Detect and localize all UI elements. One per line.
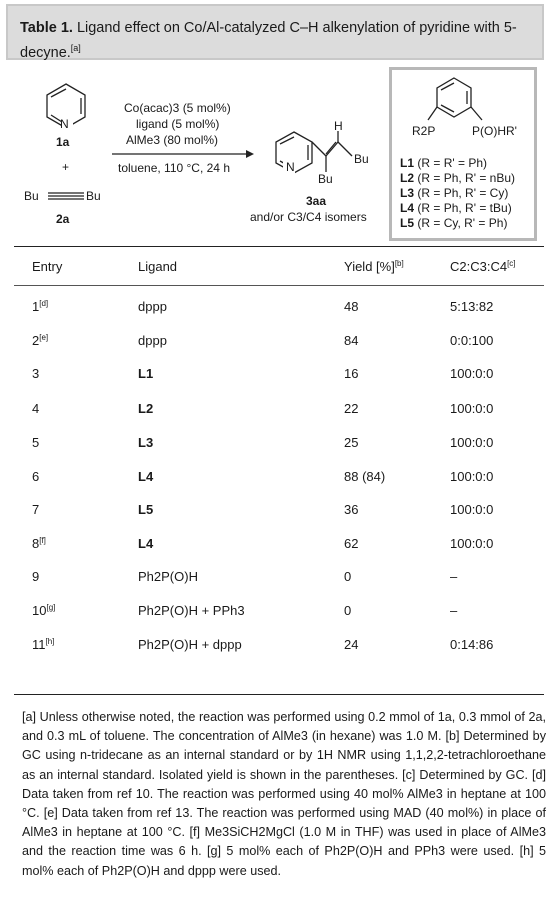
table-header-rule bbox=[14, 285, 544, 286]
ligand-l5-id: L5 bbox=[400, 216, 415, 230]
condition-almes: AlMe3 (80 mol%) bbox=[126, 133, 219, 147]
cell-ligand: dppp bbox=[138, 333, 167, 348]
cell-ligand: L4 bbox=[138, 536, 154, 551]
ligand-l1-desc: (R = R' = Ph) bbox=[417, 156, 488, 170]
ligand-l2-desc: (R = Ph, R' = nBu) bbox=[417, 171, 516, 185]
alkyne-left-group: Bu bbox=[24, 189, 39, 203]
cell-yield: 22 bbox=[344, 401, 359, 416]
table-row bbox=[0, 536, 554, 558]
cell-ratio: 0:0:100 bbox=[450, 333, 494, 348]
cell-yield: 62 bbox=[344, 536, 359, 551]
table-row bbox=[0, 401, 554, 423]
table-row bbox=[0, 569, 554, 591]
pyridine-n-label: N bbox=[60, 117, 69, 131]
cell-entry: 8[f] bbox=[32, 536, 46, 551]
ligand-po-label: P(O)HR' bbox=[472, 124, 517, 138]
header-ratio: C2:C3:C4[c] bbox=[450, 259, 516, 274]
cell-ligand: L4 bbox=[138, 469, 154, 484]
cell-yield: 88 (84) bbox=[344, 469, 386, 484]
ligand-l2-id: L2 bbox=[400, 171, 415, 185]
table-row bbox=[0, 637, 554, 659]
table-row bbox=[0, 502, 554, 524]
table-title-box bbox=[6, 4, 544, 60]
cell-entry: 6 bbox=[32, 469, 40, 484]
ligand-l5-desc: (R = Cy, R' = Ph) bbox=[417, 216, 508, 230]
alkyne-right-group: Bu bbox=[86, 189, 101, 203]
ligand-l2-line bbox=[400, 171, 515, 185]
table-title-text: Ligand effect on Co/Al-catalyzed C–H alkenylation of pyridine with 5-decyne. bbox=[20, 20, 517, 61]
header-yield: Yield [%][b] bbox=[344, 259, 404, 274]
table-row bbox=[0, 469, 554, 491]
ligand-l1-id: L1 bbox=[400, 156, 415, 170]
cell-entry: 4 bbox=[32, 401, 40, 416]
product-bu-right: Bu bbox=[354, 152, 369, 166]
condition-ligand: ligand (5 mol%) bbox=[136, 117, 220, 131]
cell-ratio: – bbox=[450, 569, 458, 584]
reactant-1a-label: 1a bbox=[56, 135, 70, 149]
product-bu-down: Bu bbox=[318, 172, 333, 186]
cell-yield: 84 bbox=[344, 333, 359, 348]
cell-ligand: Ph2P(O)H + PPh3 bbox=[138, 603, 245, 618]
cell-entry: 11[h] bbox=[32, 637, 55, 652]
cell-yield: 24 bbox=[344, 637, 359, 652]
cell-entry: 10[g] bbox=[32, 603, 56, 618]
ligand-l3-line bbox=[400, 186, 508, 200]
table-title bbox=[20, 18, 540, 63]
ligand-r2p-label: R2P bbox=[412, 124, 436, 138]
condition-solvent: toluene, 110 °C, 24 h bbox=[118, 161, 230, 175]
cell-ligand: dppp bbox=[138, 299, 167, 314]
ligand-l3-id: L3 bbox=[400, 186, 415, 200]
cell-yield: 0 bbox=[344, 569, 352, 584]
table-footnotes: [a] Unless otherwise noted, the reaction was performed using 0.2 mmol of 1a, 0.3 mmol of 2a, and 0.3 mL of toluene. The concentration of AlMe3 (in hexane) was 1.0 M. [b] Determined by GC using n-tridecane as an internal standard or by 1H NMR using 1,1,2,2-tetrachloroethane as an internal standard. Isolated yield is shown in the parentheses. [c] Determined by GC. [d] Data taken from ref 10. The reaction was performed using 40 mol% AlMe3 in heptane at 100 °C. [e] Data taken from ref 13. The reaction was performed using MAD (40 mol%) in place of AlMe3 in heptane at 100 °C. [f] Me3SiCH2MgCl (1.0 M in THF) was used in place of AlMe3 and the reaction time was 6 h. [g] 5 mol% each of Ph2P(O)H and PPh3 were used. [h] 5 mol% each of Ph2P(O)H and dppp were used. bbox=[22, 710, 546, 878]
condition-catalyst: Co(acac)3 (5 mol%) bbox=[124, 101, 231, 115]
reaction-arrow bbox=[112, 150, 254, 158]
table-row bbox=[0, 603, 554, 625]
cell-entry: 7 bbox=[32, 502, 40, 517]
cell-ratio: 100:0:0 bbox=[450, 536, 494, 551]
ligand-l4-line bbox=[400, 201, 512, 215]
cell-entry: 3 bbox=[32, 366, 40, 381]
cell-yield: 36 bbox=[344, 502, 359, 517]
table-title-note: [a] bbox=[70, 43, 81, 53]
table-row bbox=[0, 366, 554, 388]
ligand-l1-line bbox=[400, 156, 487, 170]
table-bottom-rule bbox=[14, 694, 544, 695]
ligand-l5-line bbox=[400, 216, 507, 230]
cell-ratio: 100:0:0 bbox=[450, 469, 494, 484]
cell-ligand: L3 bbox=[138, 435, 154, 450]
reactant-2a-label: 2a bbox=[56, 212, 70, 226]
cell-ligand: L1 bbox=[138, 366, 154, 381]
cell-ligand: Ph2P(O)H bbox=[138, 569, 198, 584]
cell-yield: 0 bbox=[344, 603, 352, 618]
table-row bbox=[0, 333, 554, 355]
cell-entry: 5 bbox=[32, 435, 40, 450]
header-ligand: Ligand bbox=[138, 259, 178, 274]
cell-ratio: 5:13:82 bbox=[450, 299, 494, 314]
cell-yield: 25 bbox=[344, 435, 359, 450]
cell-ligand: L5 bbox=[138, 502, 154, 517]
product-h-label: H bbox=[334, 119, 343, 133]
cell-ligand: Ph2P(O)H + dppp bbox=[138, 637, 242, 652]
cell-entry: 9 bbox=[32, 569, 40, 584]
cell-ratio: 100:0:0 bbox=[450, 435, 494, 450]
table-row bbox=[0, 435, 554, 457]
ligand-structure-box bbox=[389, 67, 537, 241]
cell-entry: 2[e] bbox=[32, 333, 49, 348]
table-title-label: Table 1. bbox=[20, 20, 73, 36]
cell-ratio: 100:0:0 bbox=[450, 366, 494, 381]
cell-ratio: – bbox=[450, 603, 458, 618]
product-n-label: N bbox=[286, 160, 295, 174]
cell-entry: 1[d] bbox=[32, 299, 49, 314]
cell-ligand: L2 bbox=[138, 401, 154, 416]
product-3aa-label: 3aa bbox=[306, 194, 327, 208]
table-row bbox=[0, 299, 554, 321]
table-top-rule bbox=[14, 246, 544, 247]
cell-yield: 48 bbox=[344, 299, 359, 314]
product-isomer-note: and/or C3/C4 isomers bbox=[250, 210, 367, 224]
cell-yield: 16 bbox=[344, 366, 359, 381]
alkyne-structure bbox=[48, 193, 84, 199]
ligand-l4-id: L4 bbox=[400, 201, 415, 215]
ligand-l3-desc: (R = Ph, R' = Cy) bbox=[417, 186, 509, 200]
ligand-l4-desc: (R = Ph, R' = tBu) bbox=[417, 201, 512, 215]
cell-ratio: 100:0:0 bbox=[450, 401, 494, 416]
header-entry: Entry bbox=[32, 259, 63, 274]
plus-sign: + bbox=[62, 160, 70, 174]
table-header-row bbox=[0, 259, 554, 281]
cell-ratio: 0:14:86 bbox=[450, 637, 494, 652]
cell-ratio: 100:0:0 bbox=[450, 502, 494, 517]
